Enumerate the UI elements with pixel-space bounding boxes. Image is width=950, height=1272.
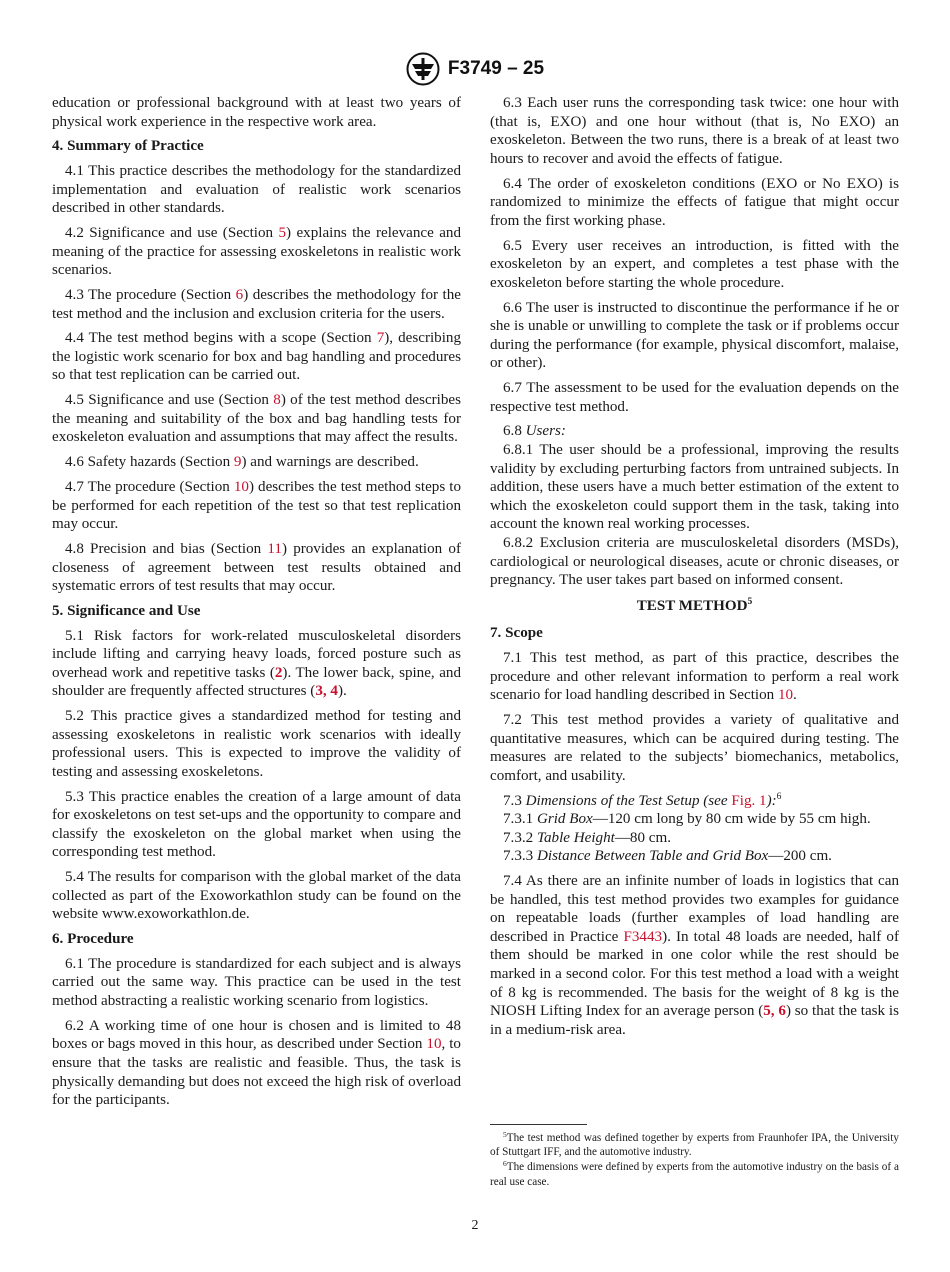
section-link[interactable]: 5 — [278, 224, 287, 241]
standard-link[interactable]: F3443 — [623, 928, 663, 945]
paragraph: education or professional background with at least two years of physical work experience in the respective work area. — [52, 95, 461, 130]
paragraph-5-2: 5.2 This practice gives a standardized method for testing and assessing exoskeletons in realistic work scenarios with ideally professional users. This is expected to improve the validity of testing and assessing exoskeletons. — [52, 708, 461, 780]
paragraph-4-3: 4.3 The procedure (Section 6) describes the methodology for the test method and the inclusion and exclusion criteria for the users. — [52, 286, 461, 322]
paragraph-6-2: 6.2 A working time of one hour is chosen and is limited to 48 boxes or bags moved in this hour, as described under Section 10, to ensure that the tasks are realistic and feasible. Thus, the task is physically demanding but does not exceed the high risk of overload for the participants. — [52, 1017, 461, 1109]
test-method-heading: TEST METHOD$^5$ — [636, 596, 753, 614]
paragraph-6-4: 6.4 The order of exoskeleton conditions (EXO or No EXO) is randomized to minimize the effects of fatigue that might occur from the first working phase. — [490, 175, 899, 229]
page-header — [0, 52, 950, 86]
paragraph-7-3-3: 7.3.3 Distance Between Table and Grid Box—200 cm. — [503, 848, 832, 865]
section-link[interactable]: 8 — [273, 392, 281, 409]
paragraph-4-1: 4.1 This practice describes the methodology for the standardized implementation and evaluation of realistic work scenarios described in other standards. — [52, 162, 461, 217]
paragraph-4-4: 4.4 The test method begins with a scope (Section 7), describing the logistic work scenario for box and bag handling and procedures so that test replication can be carried out. — [52, 330, 461, 384]
standard-designation: F3749 – 25 — [447, 58, 545, 79]
paragraph-7-1: 7.1 This test method, as part of this practice, describes the procedure and other relevant information to perform a real work scenario for load handling described in Section 10. — [490, 649, 899, 704]
paragraph-7-2: 7.2 This test method provides a variety of qualitative and quantitative measures, which can be acquired during testing. The measures are related to the subjects’ biomechanics, metabolics, comfort, and usability. — [490, 711, 899, 784]
footnote-5: $^5$The test method was defined together by experts from Fraunhofer IPA, the University of Stuttgart IFF, and the automotive industry. — [490, 1130, 899, 1159]
paragraph-5-3: 5.3 This practice enables the creation of a large amount of data for exoskeletons on test set-ups and the opportunity to compare and classify the exoskeleton on the global market when using the corresponding test method. — [52, 788, 461, 861]
paragraph-6-8-1: 6.8.1 The user should be a professional, improving the results validity by excluding perturbing factors from untrained subjects. In addition, these users have a much better estimation of the extent to which the exoskeleton could support them in the task, taking into account the known real working processes. — [490, 442, 899, 533]
paragraph-6-5: 6.5 Every user receives an introduction, is fitted with the exoskeleton by an expert, and completes a test phase with the exoskeleton before starting the whole procedure. — [490, 237, 899, 291]
section-heading-7: 7. Scope — [490, 625, 543, 642]
footnote-ref[interactable]: 6 — [776, 791, 782, 802]
reference-link[interactable]: 5, 6 — [763, 1003, 786, 1020]
paragraph-6-8: 6.8 Users: — [503, 423, 566, 440]
paragraph-4-7: 4.7 The procedure (Section 10) describes the test method steps to be performed for each repetition of the test so that test replication may occur. — [52, 479, 461, 533]
paragraph-7-3: 7.3 Dimensions of the Test Setup (see Fig. 1):$^6$ — [503, 791, 782, 809]
section-link[interactable]: 9 — [233, 454, 242, 471]
paragraph-4-6: 4.6 Safety hazards (Section 9) and warnings are described. — [65, 454, 419, 471]
reference-link[interactable]: 3, 4 — [315, 683, 338, 700]
section-link[interactable]: 10 — [426, 1036, 442, 1053]
paragraph-5-4: 5.4 The results for comparison with the global market of the data collected as part of the Exoworkathlon study can be found on the website www.exoworkathlon.de. — [52, 869, 461, 923]
paragraph-7-4: 7.4 As there are an infinite number of loads in logistics that can be handled, this test method provides two examples for guidance on repeatable loads (further examples of load handling are described in Practice F3443). In total 48 loads are needed, half of them should be marked in one color while the rest should be marked in a second color. For this test method a load with a weight of 8 kg is recommended. The basis for the weight of 8 kg is the NIOSH Lifting Index for an average person (5, 6) so that the task is in a medium-risk area. — [490, 873, 899, 1038]
paragraph-4-2: 4.2 Significance and use (Section 5) explains the relevance and meaning of the practice for assessing exoskeletons in realistic work scenarios. — [52, 224, 461, 279]
paragraph-4-8: 4.8 Precision and bias (Section 11) provides an explanation of closeness of agreement between test results obtained and systematic errors of test results that may occur. — [52, 540, 461, 595]
astm-logo-icon — [406, 52, 440, 86]
left-column — [52, 94, 461, 1116]
paragraph-6-3: 6.3 Each user runs the corresponding task twice: one hour with (that is, EXO) and one hour without (that is, No EXO) an exoskeleton. Between the two runs, there is a break of at least two hours to recover and avoid the effects of fatigue. — [490, 95, 899, 167]
right-column — [490, 94, 899, 1046]
footnote-divider — [490, 1124, 587, 1125]
section-link[interactable]: 10 — [777, 687, 794, 704]
paragraph-7-3-1: 7.3.1 Grid Box—120 cm long by 80 cm wide by 55 cm high. — [503, 811, 871, 828]
section-heading-5: 5. Significance and Use — [52, 602, 201, 619]
paragraph-7-3-2: 7.3.2 Table Height—80 cm. — [503, 829, 672, 846]
paragraph-6-7: 6.7 The assessment to be used for the evaluation depends on the respective test method. — [490, 380, 899, 415]
section-link[interactable]: 11 — [267, 540, 282, 557]
paragraph-5-1: 5.1 Risk factors for work-related musculoskeletal disorders include lifting and carrying heavy loads, forced posture such as overhead work and repetitive tasks (2). The lower back, spine, and shoulder are frequently affected structures (3, 4). — [52, 627, 462, 700]
section-link[interactable]: 7 — [376, 330, 385, 347]
section-link[interactable]: 10 — [233, 479, 249, 495]
paragraph-6-6: 6.6 The user is instructed to discontinue the performance if he or she is unable or unwilling to complete the task or if problems occur during the performance (for example, physical discomfort, malaise, or other). — [490, 299, 899, 372]
paragraph-6-1: 6.1 The procedure is standardized for each subject and is always carried out the same way. This practice can be used in the test method abstracting a realistic working scenario from logistics. — [52, 955, 461, 1009]
footnote-ref[interactable]: 5 — [747, 596, 753, 607]
footnote-6: $^6$The dimensions were defined by experts from the automotive industry on the basis of a real use case. — [490, 1159, 899, 1188]
figure-link[interactable]: Fig. 1 — [731, 792, 767, 809]
footnotes — [490, 1131, 899, 1190]
section-heading-6: 6. Procedure — [52, 931, 134, 948]
section-link[interactable]: 6 — [235, 286, 244, 303]
page-number: 2 — [471, 1218, 479, 1233]
section-heading-4: 4. Summary of Practice — [52, 138, 204, 155]
reference-link[interactable]: 2 — [274, 664, 283, 681]
paragraph-6-8-2: 6.8.2 Exclusion criteria are musculoskeletal disorders (MSDs), cardiological or neurological diseases, acute or chronic diseases, or pregnancy. The user takes part based on informed consent. — [490, 535, 899, 589]
paragraph-4-5: 4.5 Significance and use (Section 8) of the test method describes the meaning and suitability of the box and bag handling tests for exoskeleton evaluation and assumptions that may affect the results. — [52, 392, 461, 446]
